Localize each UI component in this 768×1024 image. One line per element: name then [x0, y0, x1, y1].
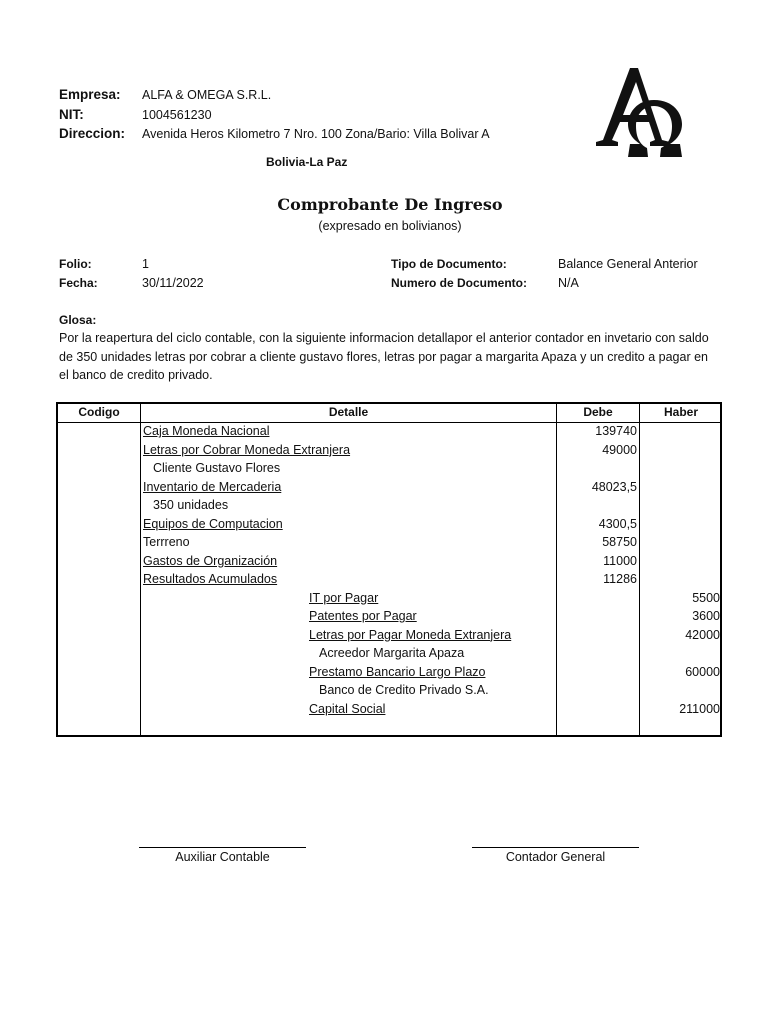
- detalle-cell: Equipos de Computacion: [143, 516, 283, 531]
- detalle-cell: Banco de Credito Privado S.A.: [319, 683, 489, 697]
- detalle-cell: Prestamo Bancario Largo Plazo: [309, 664, 486, 679]
- detalle-cell: IT por Pagar: [309, 590, 379, 605]
- table-row: [58, 664, 720, 683]
- alpha-omega-logo-icon: [590, 62, 690, 162]
- tipo-documento-value: Balance General Anterior: [558, 257, 698, 271]
- signature-line-right: [472, 847, 639, 848]
- journal-table: [56, 402, 722, 737]
- table-row: [58, 645, 720, 664]
- table-row: [58, 460, 720, 479]
- empresa-label: Empresa:: [59, 87, 121, 102]
- folio-label: Folio:: [59, 257, 92, 271]
- direccion-value: Avenida Heros Kilometro 7 Nro. 100 Zona/Bario: Villa Bolivar A: [142, 127, 490, 141]
- detalle-cell: 350 unidades: [153, 498, 229, 512]
- glosa-text: Por la reapertura del ciclo contable, con la siguiente informacion detallapor el anterior contador en invetario con saldo de 350 unidades letras por cobrar a cliente gustavo flores, letras por pagar a margarita Apaza y un credito a pagar en el banco de credito privado.: [59, 331, 709, 383]
- haber-cell: 3600: [692, 609, 720, 623]
- document-subtitle: (expresado en bolivianos): [318, 219, 462, 233]
- detalle-cell: Resultados Acumulados: [143, 572, 278, 586]
- folio-value: 1: [142, 257, 149, 271]
- signature-label-contador: Contador General: [505, 850, 606, 864]
- table-row: [58, 497, 720, 516]
- detalle-cell: Capital Social: [309, 701, 386, 716]
- haber-cell: 42000: [685, 627, 720, 642]
- table-row: [58, 627, 720, 646]
- debe-cell: 4300,5: [598, 516, 637, 531]
- header-detalle: Detalle: [328, 405, 369, 419]
- haber-cell: 60000: [685, 664, 720, 679]
- numero-documento-value: N/A: [558, 276, 579, 290]
- signature-line-left: [139, 847, 306, 848]
- tipo-documento-label: Tipo de Documento:: [391, 257, 507, 271]
- debe-cell: 11000: [603, 553, 637, 568]
- debe-cell: 11286: [603, 572, 637, 586]
- glosa-label: Glosa:: [59, 313, 97, 327]
- table-row: [58, 534, 720, 553]
- haber-cell: 5500: [692, 590, 720, 605]
- debe-cell: 58750: [602, 535, 637, 549]
- header-debe: Debe: [583, 405, 613, 419]
- detalle-cell: Cliente Gustavo Flores: [153, 461, 281, 475]
- header-haber: Haber: [663, 405, 698, 419]
- nit-value: 1004561230: [142, 108, 212, 122]
- table-row: [58, 442, 720, 461]
- empresa-value: ALFA & OMEGA S.R.L.: [142, 88, 272, 102]
- document-title: Comprobante De Ingreso: [277, 195, 503, 214]
- location-text: Bolivia-La Paz: [266, 155, 348, 169]
- header-codigo: Codigo: [78, 405, 120, 419]
- table-row: [58, 701, 720, 720]
- detalle-cell: Terrreno: [143, 535, 190, 549]
- debe-cell: 49000: [602, 442, 637, 457]
- table-row: [58, 553, 720, 572]
- direccion-label: Direccion:: [59, 126, 126, 141]
- detalle-cell: Inventario de Mercaderia: [143, 479, 282, 494]
- nit-label: NIT:: [59, 107, 84, 122]
- detalle-cell: Gastos de Organización: [143, 553, 278, 568]
- fecha-value: 30/11/2022: [142, 276, 204, 290]
- numero-documento-label: Numero de Documento:: [391, 276, 528, 290]
- table-row: [58, 516, 720, 535]
- detalle-cell: Letras por Pagar Moneda Extranjera: [309, 627, 512, 642]
- detalle-cell: Patentes por Pagar: [309, 609, 417, 623]
- table-row: [58, 479, 720, 498]
- debe-cell: 48023,5: [591, 479, 637, 494]
- table-row: [58, 571, 720, 590]
- debe-cell: 139740: [595, 424, 637, 438]
- detalle-cell: Letras por Cobrar Moneda Extranjera: [143, 442, 351, 457]
- fecha-label: Fecha:: [59, 276, 98, 290]
- detalle-cell: Caja Moneda Nacional: [143, 424, 270, 438]
- table-row: [58, 423, 720, 442]
- table-row: [58, 590, 720, 609]
- detalle-cell: Acreedor Margarita Apaza: [319, 646, 465, 660]
- haber-cell: 211000: [679, 701, 720, 716]
- signature-label-auxiliar: Auxiliar Contable: [175, 850, 270, 864]
- table-row: [58, 682, 720, 701]
- table-row: [58, 608, 720, 627]
